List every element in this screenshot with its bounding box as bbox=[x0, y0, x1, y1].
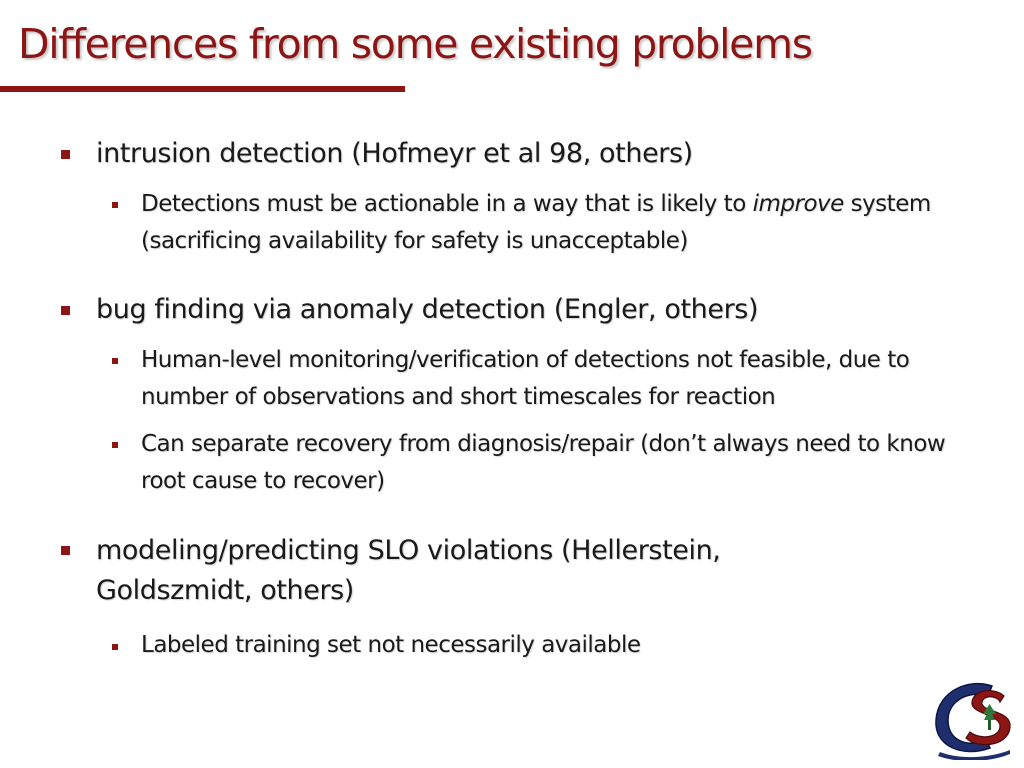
sub-bullet-marker bbox=[112, 442, 118, 448]
bullet-marker bbox=[61, 150, 70, 159]
bullet-item: modeling/predicting SLO violations (Hellerstein, Goldszmidt, others) bbox=[96, 535, 721, 606]
sub-bullet-marker bbox=[112, 202, 118, 208]
slide-title: Differences from some existing problems bbox=[18, 20, 812, 68]
sub-bullet-marker bbox=[112, 358, 118, 364]
sub-bullet-item bbox=[141, 186, 961, 260]
sub-bullet-item: Labeled training set not necessarily available bbox=[141, 632, 641, 658]
sub-bullet-marker bbox=[112, 644, 118, 650]
sub-bullet-item: Human-level monitoring/verification of detections not feasible, due to number of observations and short timescales for reaction bbox=[141, 347, 910, 410]
bullet-item: bug finding via anomaly detection (Engler, others) bbox=[96, 294, 759, 325]
sub-bullet-text: system (sacrificing availability for safety is unacceptable) bbox=[141, 191, 931, 254]
sub-bullet-text: Detections must be actionable in a way that is likely to bbox=[141, 191, 753, 217]
emphasized-text: improve bbox=[752, 191, 844, 217]
stanford-cs-logo-icon bbox=[930, 676, 1014, 760]
bullet-marker bbox=[61, 306, 70, 315]
sub-bullet-item: Can separate recovery from diagnosis/repair (don’t always need to know root cause to recover) bbox=[141, 431, 946, 494]
bullet-item: intrusion detection (Hofmeyr et al 98, others) bbox=[96, 138, 693, 169]
title-underline bbox=[0, 86, 405, 92]
bullet-marker bbox=[61, 546, 70, 555]
